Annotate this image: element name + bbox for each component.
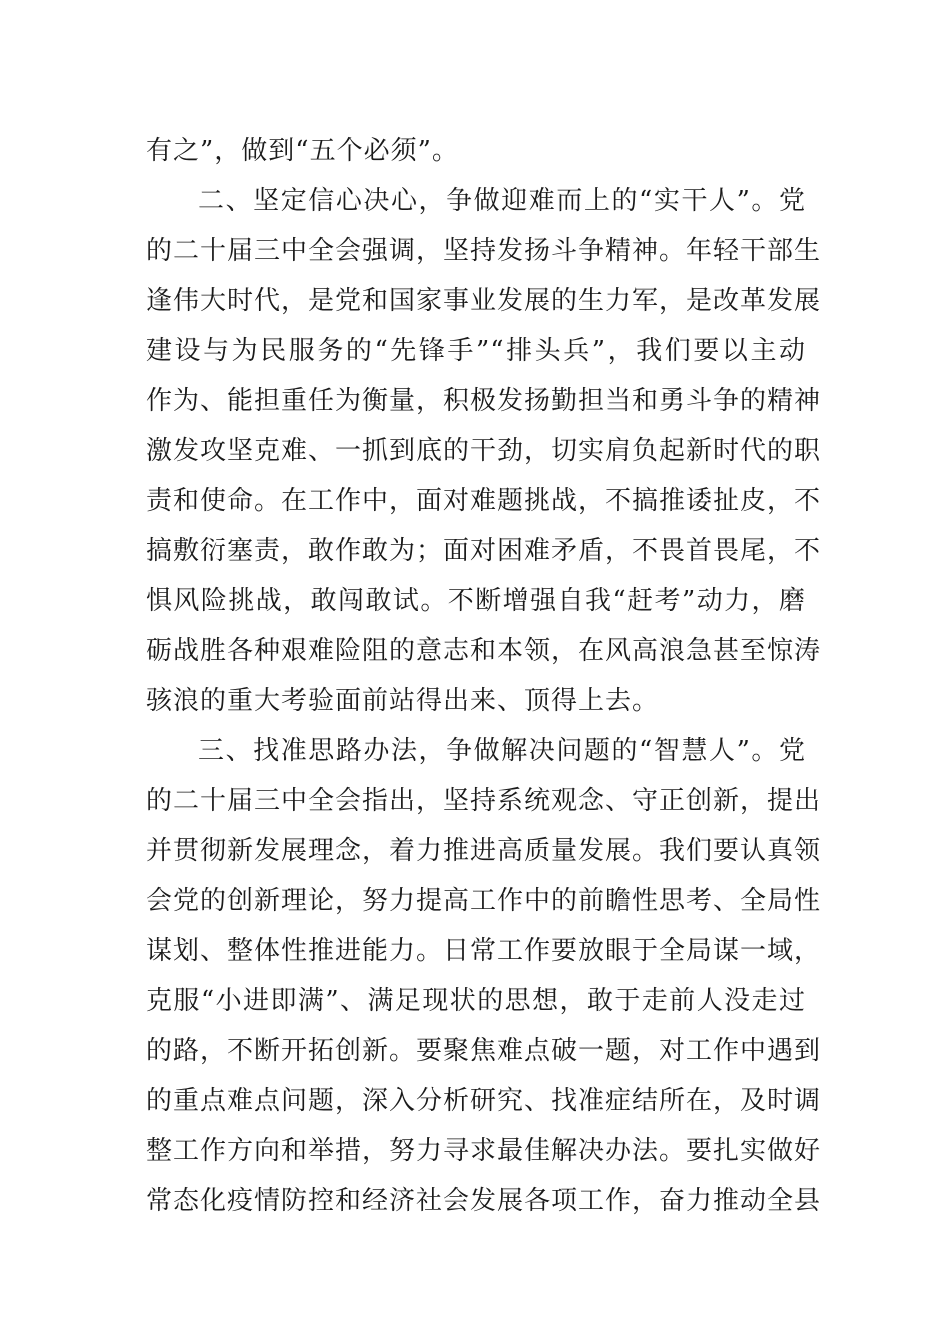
text-line-10: 惧风险挑战，敢闯敢试。不断增强自我“赶考”动力，磨 [146,586,806,616]
text-line-14: 的二十届三中全会指出，坚持系统观念、守正创新，提出 [146,786,822,816]
text-line-8: 责和使命。在工作中，面对难题挑战，不搞推诿扯皮，不 [146,486,822,516]
text-line-9: 搞敷衍塞责，敢作敢为；面对困难矛盾，不畏首畏尾，不 [146,536,822,566]
text-line-17: 谋划、整体性推进能力。日常工作要放眼于全局谋一域， [146,936,822,966]
text-line-4: 逢伟大时代，是党和国家事业发展的生力军，是改革发展 [146,286,822,316]
text-line-16: 会党的创新理论，努力提高工作中的前瞻性思考、全局性 [146,886,822,916]
text-line-2: 二、坚定信心决心，争做迎难而上的“实干人”。党 [198,186,806,216]
text-line-7: 激发攻坚克难、一抓到底的干劲，切实肩负起新时代的职 [146,436,822,466]
text-line-15: 并贯彻新发展理念，着力推进高质量发展。我们要认真领 [146,836,822,866]
text-line-18: 克服“小进即满”、满足现状的思想，敢于走前人没走过 [146,986,806,1016]
text-line-12: 骇浪的重大考验面前站得出来、顶得上去。 [146,686,660,716]
text-line-6: 作为、能担重任为衡量，积极发扬勤担当和勇斗争的精神 [146,386,822,416]
text-line-21: 整工作方向和举措，努力寻求最佳解决办法。要扎实做好 [146,1136,822,1166]
text-line-11: 砺战胜各种艰难险阻的意志和本领，在风高浪急甚至惊涛 [146,636,822,666]
text-line-22: 常态化疫情防控和经济社会发展各项工作，奋力推动全县 [146,1186,822,1216]
text-line-20: 的重点难点问题，深入分析研究、找准症结所在，及时调 [146,1086,822,1116]
text-line-1: 有之”，做到“五个必须”。 [146,136,459,166]
text-line-19: 的路，不断开拓创新。要聚焦难点破一题，对工作中遇到 [146,1036,822,1066]
text-line-5: 建设与为民服务的“先锋手”“排头兵”，我们要以主动 [146,336,806,366]
text-line-3: 的二十届三中全会强调，坚持发扬斗争精神。年轻干部生 [146,236,822,266]
document-body [146,126,822,1226]
text-line-13: 三、找准思路办法，争做解决问题的“智慧人”。党 [198,736,806,766]
